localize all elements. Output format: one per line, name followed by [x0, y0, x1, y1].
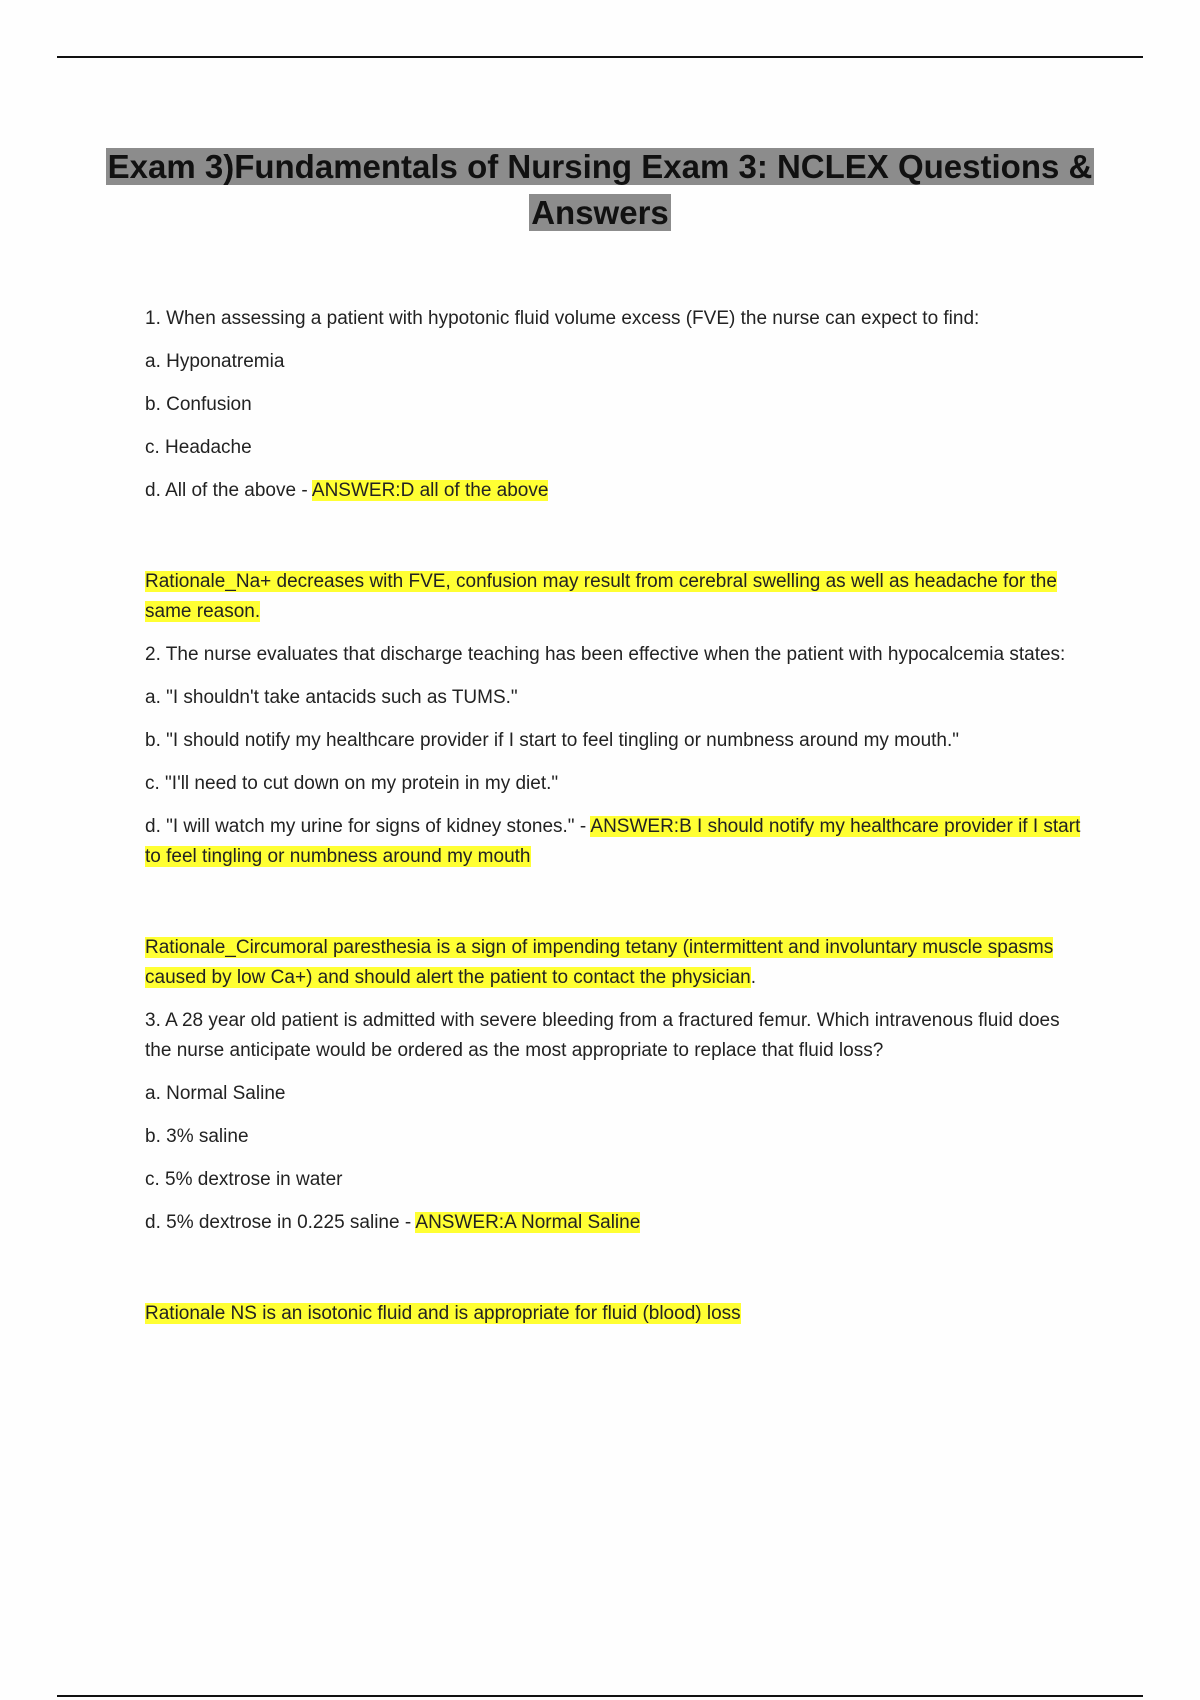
question-2-rationale-text: Rationale_Circumoral paresthesia is a sign of impending tetany (intermittent and involuntary muscle spasms caused by low Ca+) and should alert the patient to contact the physician: [145, 937, 1054, 988]
question-2-rationale: [145, 933, 1090, 993]
question-2-option-a: a. "I shouldn't take antacids such as TUMS.": [145, 687, 518, 708]
question-1-option-d-text: d. All of the above -: [145, 480, 312, 501]
question-3-option-c: c. 5% dextrose in water: [145, 1169, 343, 1190]
question-1-rationale: [145, 567, 1090, 627]
question-2-option-b: b. "I should notify my healthcare provider if I start to feel tingling or numbness around my mouth.": [145, 730, 960, 751]
question-2-answer: ANSWER:B I should notify my healthcare provider if I start to feel tingling or numbness around my mouth: [145, 816, 1081, 867]
question-3-stem: 3. A 28 year old patient is admitted with severe bleeding from a fractured femur. Which intravenous fluid does the nurse anticipate would be ordered as the most appropriate to replace that fluid loss?: [145, 1010, 1060, 1061]
question-2-option-d: [145, 812, 1090, 872]
question-1-option-c: c. Headache: [145, 437, 252, 458]
question-1-rationale-text: Rationale_Na+ decreases with FVE, confusion may result from cerebral swelling as well as headache for the same reason.: [145, 571, 1057, 622]
question-1-stem: 1. When assessing a patient with hypotonic fluid volume excess (FVE) the nurse can expect to find:: [145, 308, 980, 329]
question-2-option-d-text: d. "I will watch my urine for signs of kidney stones." -: [145, 816, 591, 837]
question-3-option-d: [145, 1208, 1090, 1238]
document-title: [100, 144, 1100, 236]
question-3-answer: ANSWER:A Normal Saline: [415, 1212, 641, 1233]
question-3-option-a: a. Normal Saline: [145, 1083, 286, 1104]
question-1-answer: ANSWER:D all of the above: [311, 480, 549, 501]
question-1-option-d: [145, 476, 1090, 506]
top-rule: [57, 56, 1143, 58]
document-title-text: Exam 3)Fundamentals of Nursing Exam 3: NCLEX Questions & Answers: [107, 148, 1093, 231]
question-3-rationale: [145, 1299, 1090, 1329]
question-2-rationale-end: .: [750, 967, 757, 988]
question-1-option-a: a. Hyponatremia: [145, 351, 285, 372]
question-2-option-c: c. "I'll need to cut down on my protein in my diet.": [145, 773, 559, 794]
question-2-stem: 2. The nurse evaluates that discharge teaching has been effective when the patient with hypocalcemia states:: [145, 644, 1066, 665]
document-body: [145, 304, 1090, 1329]
question-3-option-d-text: d. 5% dextrose in 0.225 saline -: [145, 1212, 416, 1233]
question-1-option-b: b. Confusion: [145, 394, 252, 415]
bottom-rule: [57, 1695, 1143, 1697]
question-3-rationale-text: Rationale NS is an isotonic fluid and is appropriate for fluid (blood) loss: [145, 1303, 741, 1324]
question-3-option-b: b. 3% saline: [145, 1126, 249, 1147]
